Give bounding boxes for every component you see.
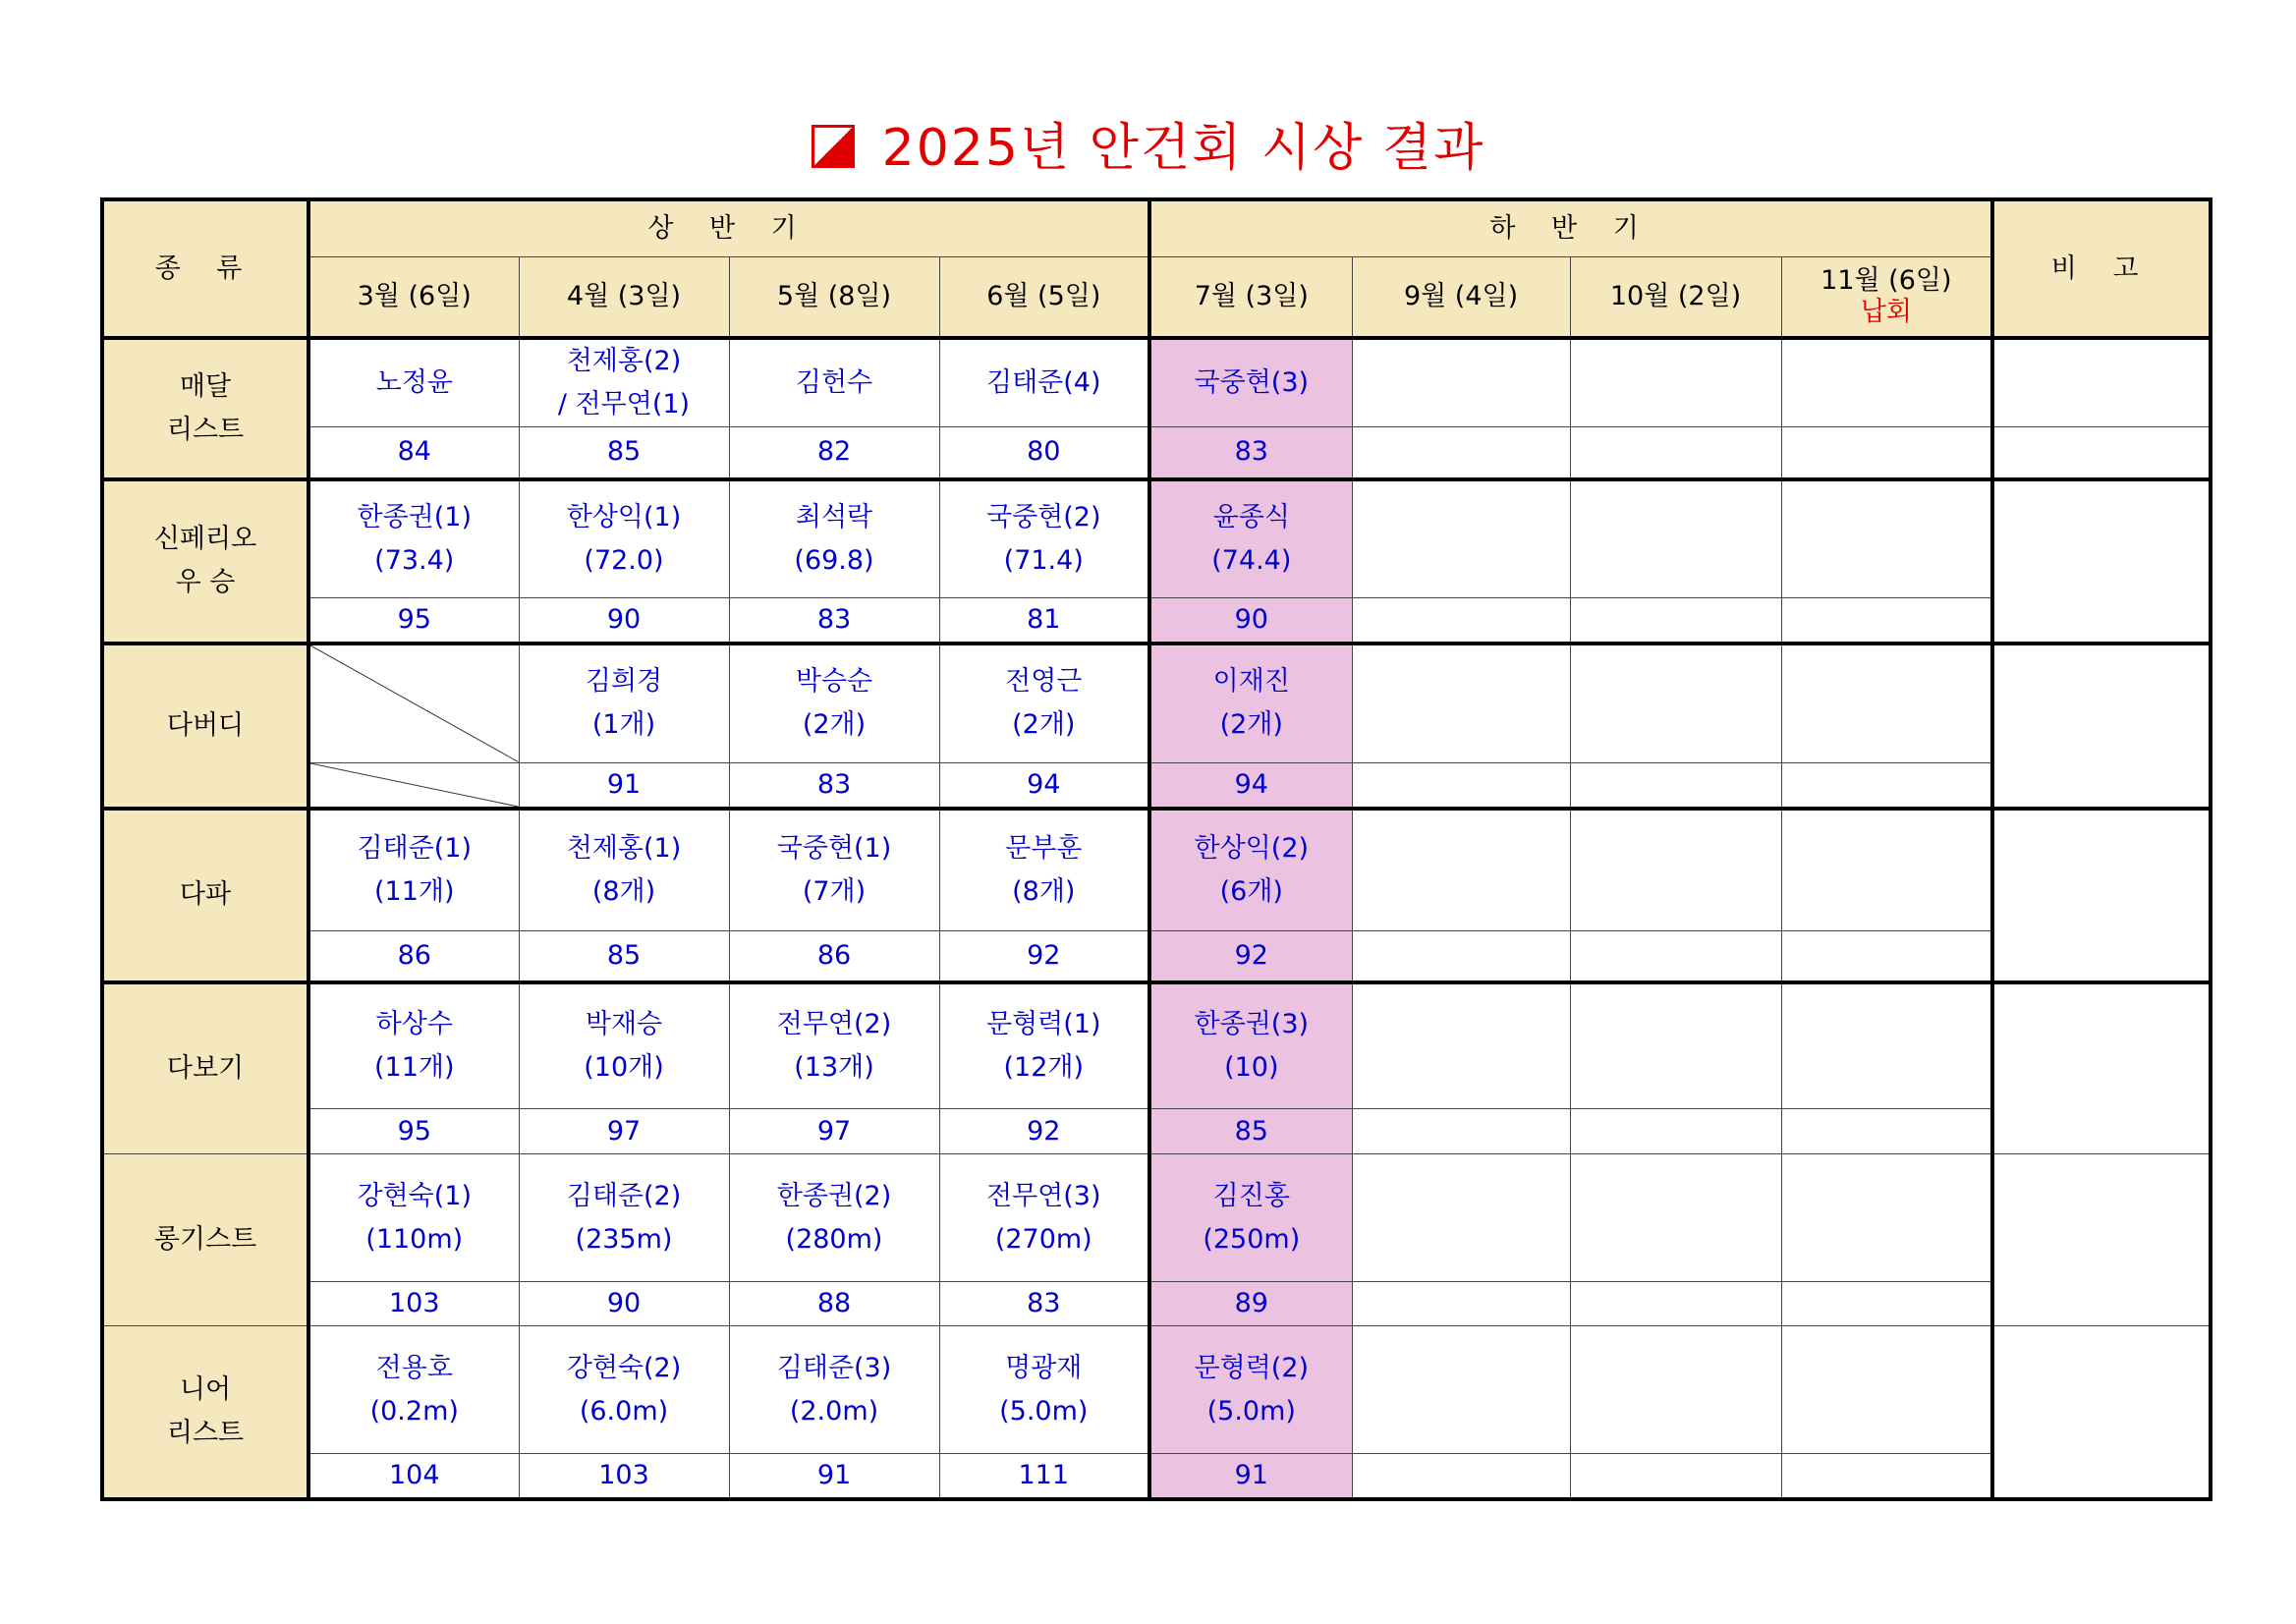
note-cell <box>1992 1154 2211 1326</box>
empty-cell <box>1570 427 1781 479</box>
empty-cell <box>1570 1326 1781 1454</box>
score-cell: 92 <box>1149 931 1352 982</box>
score-cell: 90 <box>1149 598 1352 644</box>
winner-cell: 김태준(4) <box>939 338 1149 427</box>
winner-cell: 박재승 (10개) <box>519 982 729 1109</box>
winner-cell: 천제홍(1) (8개) <box>519 809 729 931</box>
score-cell: 81 <box>939 598 1149 644</box>
empty-cell <box>1352 479 1570 598</box>
empty-cell <box>1781 931 1992 982</box>
empty-cell <box>1781 809 1992 931</box>
empty-cell <box>1781 598 1992 644</box>
note-cell <box>1992 427 2211 479</box>
note-cell <box>1992 338 2211 427</box>
score-cell: 95 <box>308 598 519 644</box>
winner-cell: 국중현(2) (71.4) <box>939 479 1149 598</box>
score-cell: 104 <box>308 1454 519 1500</box>
winner-cell: 한상익(2) (6개) <box>1149 809 1352 931</box>
score-cell: 91 <box>1149 1454 1352 1500</box>
score-cell: 94 <box>1149 762 1352 809</box>
empty-cell <box>1352 1282 1570 1326</box>
score-cell: 95 <box>308 1109 519 1154</box>
winner-cell: 강현숙(2) (6.0m) <box>519 1326 729 1454</box>
score-cell: 94 <box>939 762 1149 809</box>
month-header: 6월 (5일) <box>939 256 1149 338</box>
empty-cell <box>1570 479 1781 598</box>
empty-cell <box>1781 1454 1992 1500</box>
month-header-nov: 11월 (6일) 납회 <box>1781 256 1992 338</box>
month-header: 10월 (2일) <box>1570 256 1781 338</box>
winner-cell: 한종권(1) (73.4) <box>308 479 519 598</box>
score-cell: 80 <box>939 427 1149 479</box>
winner-cell: 김진홍 (250m) <box>1149 1154 1352 1282</box>
empty-cell <box>1781 479 1992 598</box>
score-cell: 85 <box>519 931 729 982</box>
winner-cell: 문부훈 (8개) <box>939 809 1149 931</box>
empty-cell <box>1352 762 1570 809</box>
category-medalist: 매달 리스트 <box>102 338 308 479</box>
empty-cell <box>1781 762 1992 809</box>
empty-cell <box>1570 809 1781 931</box>
winner-cell: 전무연(2) (13개) <box>729 982 939 1109</box>
score-cell: 84 <box>308 427 519 479</box>
winner-cell: 한종권(2) (280m) <box>729 1154 939 1282</box>
empty-cell <box>1781 338 1992 427</box>
month-header: 3월 (6일) <box>308 256 519 338</box>
score-cell: 88 <box>729 1282 939 1326</box>
header-kind: 종 류 <box>102 199 308 338</box>
awards-table <box>100 197 2212 1501</box>
empty-cell <box>1570 1454 1781 1500</box>
score-cell: 90 <box>519 598 729 644</box>
score-cell: 83 <box>729 762 939 809</box>
score-cell: 86 <box>308 931 519 982</box>
empty-cell <box>1352 931 1570 982</box>
note-cell <box>1992 479 2211 644</box>
winner-cell: 하상수 (11개) <box>308 982 519 1109</box>
diagonal-empty-cell <box>308 762 519 809</box>
winner-cell: 한종권(3) (10) <box>1149 982 1352 1109</box>
empty-cell <box>1570 982 1781 1109</box>
empty-cell <box>1570 598 1781 644</box>
header-first-half: 상 반 기 <box>308 199 1149 256</box>
closing-round-label: 납회 <box>1860 296 1912 327</box>
empty-cell <box>1352 1326 1570 1454</box>
score-cell: 83 <box>729 598 939 644</box>
score-cell: 97 <box>729 1109 939 1154</box>
empty-cell <box>1352 809 1570 931</box>
score-cell: 85 <box>1149 1109 1352 1154</box>
header-second-half: 하 반 기 <box>1149 199 1992 256</box>
winner-cell: 명광재 (5.0m) <box>939 1326 1149 1454</box>
note-cell <box>1992 644 2211 809</box>
empty-cell <box>1781 1282 1992 1326</box>
score-cell: 111 <box>939 1454 1149 1500</box>
winner-cell: 천제홍(2) / 전무연(1) <box>519 338 729 427</box>
winner-cell: 강현숙(1) (110m) <box>308 1154 519 1282</box>
winner-cell: 김태준(1) (11개) <box>308 809 519 931</box>
winner-cell: 최석락 (69.8) <box>729 479 939 598</box>
winner-cell: 전무연(3) (270m) <box>939 1154 1149 1282</box>
diagonal-empty-cell <box>308 644 519 762</box>
note-cell <box>1992 809 2211 982</box>
empty-cell <box>1781 644 1992 762</box>
note-cell <box>1992 1326 2211 1500</box>
empty-cell <box>1570 1154 1781 1282</box>
empty-cell <box>1781 427 1992 479</box>
winner-cell: 김태준(3) (2.0m) <box>729 1326 939 1454</box>
score-cell: 82 <box>729 427 939 479</box>
score-cell: 92 <box>939 1109 1149 1154</box>
winner-cell: 박승순 (2개) <box>729 644 939 762</box>
empty-cell <box>1781 1154 1992 1282</box>
winner-cell: 김태준(2) (235m) <box>519 1154 729 1282</box>
score-cell: 103 <box>519 1454 729 1500</box>
score-cell: 103 <box>308 1282 519 1326</box>
header-note: 비 고 <box>1992 199 2211 338</box>
empty-cell <box>1570 931 1781 982</box>
empty-cell <box>1352 1454 1570 1500</box>
winner-cell: 노정윤 <box>308 338 519 427</box>
winner-cell: 김희경 (1개) <box>519 644 729 762</box>
winner-cell: 윤종식 (74.4) <box>1149 479 1352 598</box>
score-cell: 91 <box>729 1454 939 1500</box>
empty-cell <box>1352 1109 1570 1154</box>
empty-cell <box>1570 762 1781 809</box>
title-text: 2025년 안건회 시상 결과 <box>881 119 1485 178</box>
winner-cell: 김헌수 <box>729 338 939 427</box>
month-header: 9월 (4일) <box>1352 256 1570 338</box>
winner-cell: 전영근 (2개) <box>939 644 1149 762</box>
empty-cell <box>1352 338 1570 427</box>
empty-cell <box>1352 1154 1570 1282</box>
winner-cell: 한상익(1) (72.0) <box>519 479 729 598</box>
category-birdie: 다버디 <box>102 644 308 809</box>
empty-cell <box>1570 644 1781 762</box>
score-cell: 91 <box>519 762 729 809</box>
winner-cell: 국중현(3) <box>1149 338 1352 427</box>
winner-cell: 이재진 (2개) <box>1149 644 1352 762</box>
winner-cell: 문형력(1) (12개) <box>939 982 1149 1109</box>
winner-cell: 전용호 (0.2m) <box>308 1326 519 1454</box>
score-cell: 85 <box>519 427 729 479</box>
month-header: 4월 (3일) <box>519 256 729 338</box>
checkbox-mark-icon <box>812 125 855 168</box>
winner-cell: 문형력(2) (5.0m) <box>1149 1326 1352 1454</box>
month-header: 5월 (8일) <box>729 256 939 338</box>
winner-cell: 국중현(1) (7개) <box>729 809 939 931</box>
empty-cell <box>1352 644 1570 762</box>
note-cell <box>1992 982 2211 1154</box>
empty-cell <box>1570 1109 1781 1154</box>
empty-cell <box>1781 982 1992 1109</box>
score-cell: 97 <box>519 1109 729 1154</box>
category-par: 다파 <box>102 809 308 982</box>
empty-cell <box>1352 427 1570 479</box>
score-cell: 92 <box>939 931 1149 982</box>
category-bogey: 다보기 <box>102 982 308 1154</box>
score-cell: 90 <box>519 1282 729 1326</box>
month-header: 7월 (3일) <box>1149 256 1352 338</box>
empty-cell <box>1352 982 1570 1109</box>
empty-cell <box>1570 338 1781 427</box>
empty-cell <box>1352 598 1570 644</box>
page-title <box>0 106 2296 180</box>
empty-cell <box>1781 1326 1992 1454</box>
score-cell: 83 <box>939 1282 1149 1326</box>
category-nearest: 니어 리스트 <box>102 1326 308 1500</box>
score-cell: 86 <box>729 931 939 982</box>
score-cell: 89 <box>1149 1282 1352 1326</box>
empty-cell <box>1570 1282 1781 1326</box>
category-peoria: 신페리오 우 승 <box>102 479 308 644</box>
category-longest: 롱기스트 <box>102 1154 308 1326</box>
score-cell: 83 <box>1149 427 1352 479</box>
empty-cell <box>1781 1109 1992 1154</box>
